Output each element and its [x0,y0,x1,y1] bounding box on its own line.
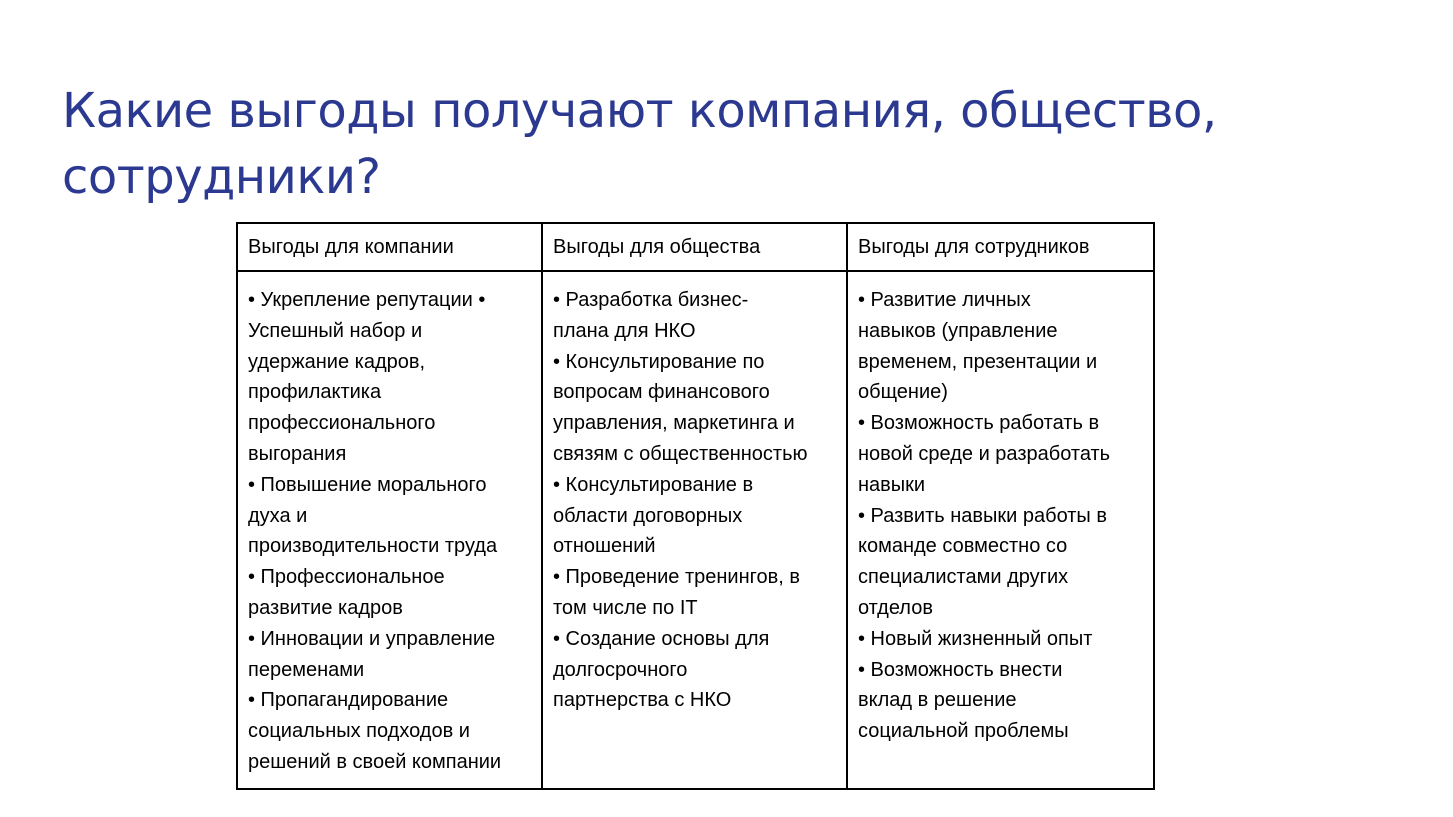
cell-society-benefits [542,271,847,789]
list-item: социальных подходов и [248,720,470,743]
list-item: плана для НКО [553,319,696,342]
list-item: управления, маркетинга и [553,412,795,435]
list-item: • Инновации и управление [248,627,496,650]
list-item: производительности труда [248,535,498,558]
list-item: развитие кадров [248,596,403,619]
header-company-benefits: Выгоды для компании [237,223,542,271]
header-employee-benefits: Выгоды для сотрудников [847,223,1154,271]
list-item: временем, презентации и [858,350,1098,373]
list-item: общение) [858,381,948,404]
list-item: переменами [248,658,365,681]
list-item: навыки [858,473,926,496]
list-item: команде совместно со [858,535,1068,558]
list-item: решений в своей компании [248,750,502,773]
table-header-row [237,223,1154,271]
list-item: • Укрепление репутации • [248,289,486,311]
page-title [62,78,1382,210]
list-item: • Возможность внести [858,658,1063,681]
list-item: • Повышение морального [248,473,487,496]
cell-company-benefits [237,271,542,789]
list-item: • Пропагандирование [248,689,449,712]
list-item: • Проведение тренингов, в [553,566,800,589]
list-item: • Создание основы для [553,627,770,650]
list-item: связям с общественностью [553,442,808,465]
list-item: отношений [553,535,656,558]
list-item: • Консультирование по [553,350,765,373]
header-society-benefits: Выгоды для общества [542,223,847,271]
list-item: специалистами других [858,566,1069,589]
title-line-1: Какие выгоды получают компания, общество, [62,83,1217,139]
list-item: удержание кадров, [248,350,426,373]
list-item: • Возможность работать в [858,412,1100,435]
list-item: новой среде и разработать [858,442,1111,465]
list-item: долгосрочного [553,658,688,681]
list-item: партнерства с НКО [553,689,732,712]
list-item: навыков (управление [858,319,1058,342]
list-item: • Разработка бизнес- [553,289,749,311]
list-item: • Консультирование в [553,473,754,496]
list-item: отделов [858,596,933,619]
list-item: области договорных [553,504,743,527]
benefits-table [236,222,1155,790]
list-item: профессионального [248,412,436,435]
title-line-2: сотрудники? [62,149,381,205]
list-item: том числе по IT [553,596,698,619]
list-item: профилактика [248,381,382,404]
table-row [237,271,1154,789]
list-item: • Развитие личных [858,289,1031,311]
list-item: вклад в решение [858,689,1017,712]
list-item: выгорания [248,442,347,465]
list-item: социальной проблемы [858,720,1069,743]
list-item: Успешный набор и [248,319,423,342]
list-item: • Новый жизненный опыт [858,627,1093,650]
list-item: духа и [248,504,308,527]
cell-employee-benefits [847,271,1154,789]
list-item: • Развить навыки работы в [858,504,1107,527]
list-item: • Профессиональное [248,566,445,589]
list-item: вопросам финансового [553,381,770,404]
